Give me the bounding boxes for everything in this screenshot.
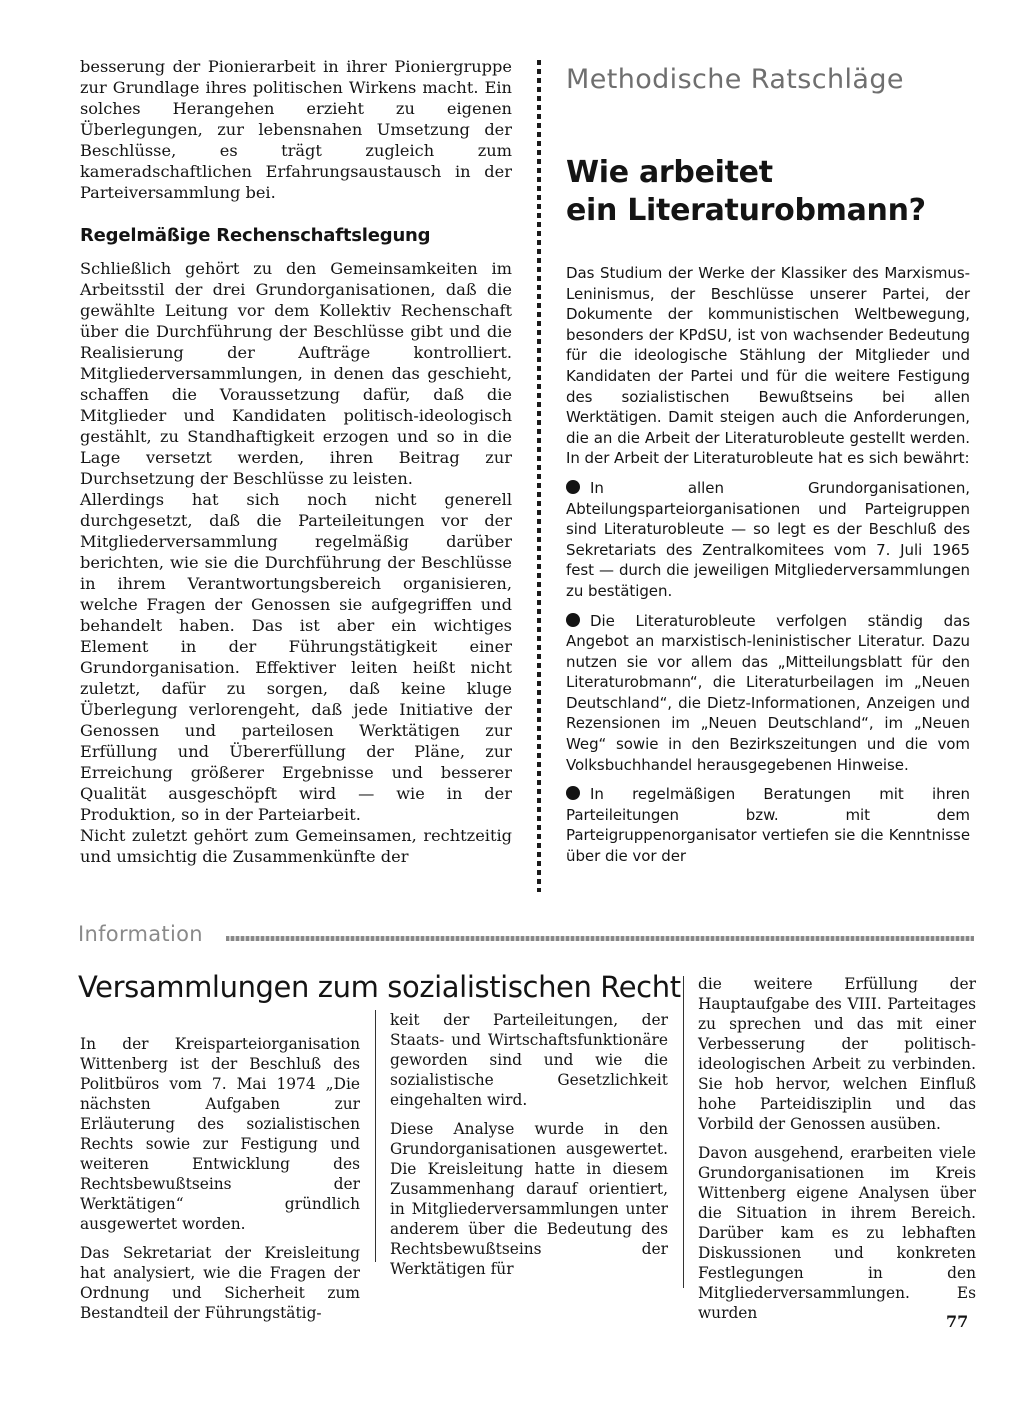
rubric-heading: Methodische Ratschläge	[566, 64, 904, 95]
bullet-dot-icon	[566, 786, 580, 800]
information-rule	[226, 936, 974, 941]
info-column-3	[698, 974, 976, 1323]
bullet-item-3	[566, 784, 970, 866]
bullet-item-3-text: In regelmäßigen Beratungen mit ihren Parteileitungen bzw. mit dem Parteigruppenorganisator vertiefen sie die Kenntnisse über die vor der	[566, 785, 970, 866]
bullet-item-2-text: Die Literaturobleute verfolgen ständig das Angebot an marxistisch-leninistischer Literatur. Dazu nutzen sie vor allem das „Mitteilungsblatt für den Literaturobmann“, die Literaturbeilagen im „Neuen Deutschland“, die Dietz-Informationen, Anzeigen und Rezensionen im „Neuen Deutschland“, im „Neuen Weg“ sowie in den Bezirkszeitungen und die vom Volksbuchhandel herausgegebenen Hinweise.	[566, 611, 970, 774]
info-column-2	[390, 1010, 668, 1279]
info-column-1	[80, 1034, 360, 1323]
info-column-rule-2	[683, 976, 684, 1288]
bullet-dot-icon	[566, 480, 580, 494]
page-number: 77	[946, 1312, 969, 1331]
information-label: Information	[78, 922, 203, 946]
section-heading: Regelmäßige Rechenschaftslegung	[80, 225, 431, 246]
article-title-line-1: Wie arbeitet	[566, 155, 773, 190]
bullet-dot-icon	[566, 613, 580, 627]
bullet-item-2	[566, 611, 970, 776]
info-col1-paragraph-1: In der Kreisparteiorganisation Wittenberg ist der Beschluß des Politbüros vom 7. Mai 1974 „Die nächsten Aufgaben zur Erläuterung des sozialistischen Rechts sowie zur Festigung und weiteren Entwicklung des Rechtsbewußtseins der Werktätigen“ gründlich ausgewertet worden.	[80, 1035, 360, 1233]
info-column-rule-1	[375, 1010, 376, 1262]
info-col2-paragraph-1: keit der Parteileitungen, der Staats- und Wirtschaftsfunktionäre geworden sind und wie die sozialistische Gesetzlichkeit eingehalten wird.	[390, 1011, 668, 1109]
bullet-item-1	[566, 478, 970, 602]
info-col3-paragraph-2: Davon ausgehend, erarbeiten viele Grundorganisationen im Kreis Wittenberg eigene Analysen über die Situation in ihrem Bereich. Darüber kam es zu lebhaften Diskussionen und konkreten Festlegungen in den Mitgliederversammlungen. Es wurden	[698, 1144, 976, 1322]
article-intro: Das Studium der Werke der Klassiker des Marxismus-Leninismus, der Beschlüsse unserer Partei, der Dokumente der kommunistischen Weltbewegung, besonders der KPdSU, ist von wachsender Bedeutung für die ideologische Stählung der Mitglieder und Kandidaten der Partei und für die weitere Festigung des sozialistischen Bewußtseins bei allen Werktätigen. Damit steigen auch die Anforderungen, die an die Arbeit der Literaturobleute gestellt werden. In der Arbeit der Literaturobleute hat es sich bewährt:	[566, 264, 970, 468]
left-paragraph-2: Schließlich gehört zu den Gemeinsamkeiten im Arbeitsstil der drei Grundorganisationen, daß die gewählte Leitung vor dem Kollektiv Rechenschaft über die Durchführung der Beschlüsse gibt und die Realisierung der Aufträge kontrolliert. Mitgliederversammlungen, in denen das geschieht, schaffen die Voraussetzung dafür, daß die Mitglieder und Kandidaten politisch-ideologisch gestählt, zu Standhaftigkeit erzogen und so in die Lage versetzt werden, ihren Beitrag zur Durchsetzung der Beschlüsse zu leisten.	[80, 259, 512, 488]
right-column	[566, 60, 970, 866]
info-col2-paragraph-2: Diese Analyse wurde in den Grundorganisationen ausgewertet. Die Kreisleitung hatte in diesem Zusammenhang darauf orientiert, in Mitgliederversammlungen unter anderem über die Bedeutung des Rechtsbewußtseins der Werktätigen für	[390, 1120, 668, 1278]
bullet-item-1-text: In allen Grundorganisationen, Abteilungsparteiorganisationen und Parteigruppen sind Literaturobleute — so legt es der Beschluß des Sekretariats des Zentralkomitees vom 7. Juli 1965 fest — durch die jeweiligen Mitgliederversammlungen zu bestätigen.	[566, 478, 970, 600]
column-divider	[537, 60, 541, 892]
article-title	[566, 154, 926, 230]
left-paragraph-4: Nicht zuletzt gehört zum Gemeinsamen, rechtzeitig und umsichtig die Zusammenkünfte der	[80, 826, 512, 866]
article-body	[566, 263, 970, 867]
info-col1-paragraph-2: Das Sekretariat der Kreisleitung hat analysiert, wie die Fragen der Ordnung und Sicherheit zum Bestandteil der Führungstätig-	[80, 1244, 360, 1322]
information-title: Versammlungen zum sozialistischen Recht	[78, 970, 681, 1004]
left-column	[80, 56, 512, 867]
info-col3-paragraph-1: die weitere Erfüllung der Hauptaufgabe des VIII. Parteitages zu sprechen und das mit einer Verbesserung der politisch-ideologischen Arbeit zu verbinden. Sie hob hervor, welchen Einfluß hohe Parteidisziplin und das Vorbild der Genossen ausüben.	[698, 975, 976, 1133]
left-paragraph-3: Allerdings hat sich noch nicht generell durchgesetzt, daß die Parteileitungen vor der Mitgliederversammlung regelmäßig darüber berichten, wie sie die Durchführung der Beschlüsse in ihrem Verantwortungsbereich organisieren, welche Fragen der Genossen sie aufgegriffen und behandelt haben. Das ist aber ein wichtiges Element in der Führungstätigkeit einer Grundorganisation. Effektiver leiten heißt nicht zuletzt, dafür zu sorgen, daß keine kluge Überlegung verlorengeht, daß jede Initiative der Genossen und parteilosen Werktätigen zur Erfüllung und Übererfüllung der Pläne, zur Erreichung größerer Ergebnisse und besserer Qualität ausgeschöpft wird — wie in der Produktion, so in der Parteiarbeit.	[80, 490, 512, 824]
left-paragraph-1: besserung der Pionierarbeit in ihrer Pioniergruppe zur Grundlage ihres politischen Wirkens macht. Ein solches Herangehen erzieht zu eigenen Überlegungen, zur lebensnahen Umsetzung der Beschlüsse, es trägt zugleich zum kameradschaftlichen Erfahrungsaustausch in der Parteiversammlung bei.	[80, 57, 512, 202]
article-title-line-2: ein Literaturobmann?	[566, 193, 926, 228]
